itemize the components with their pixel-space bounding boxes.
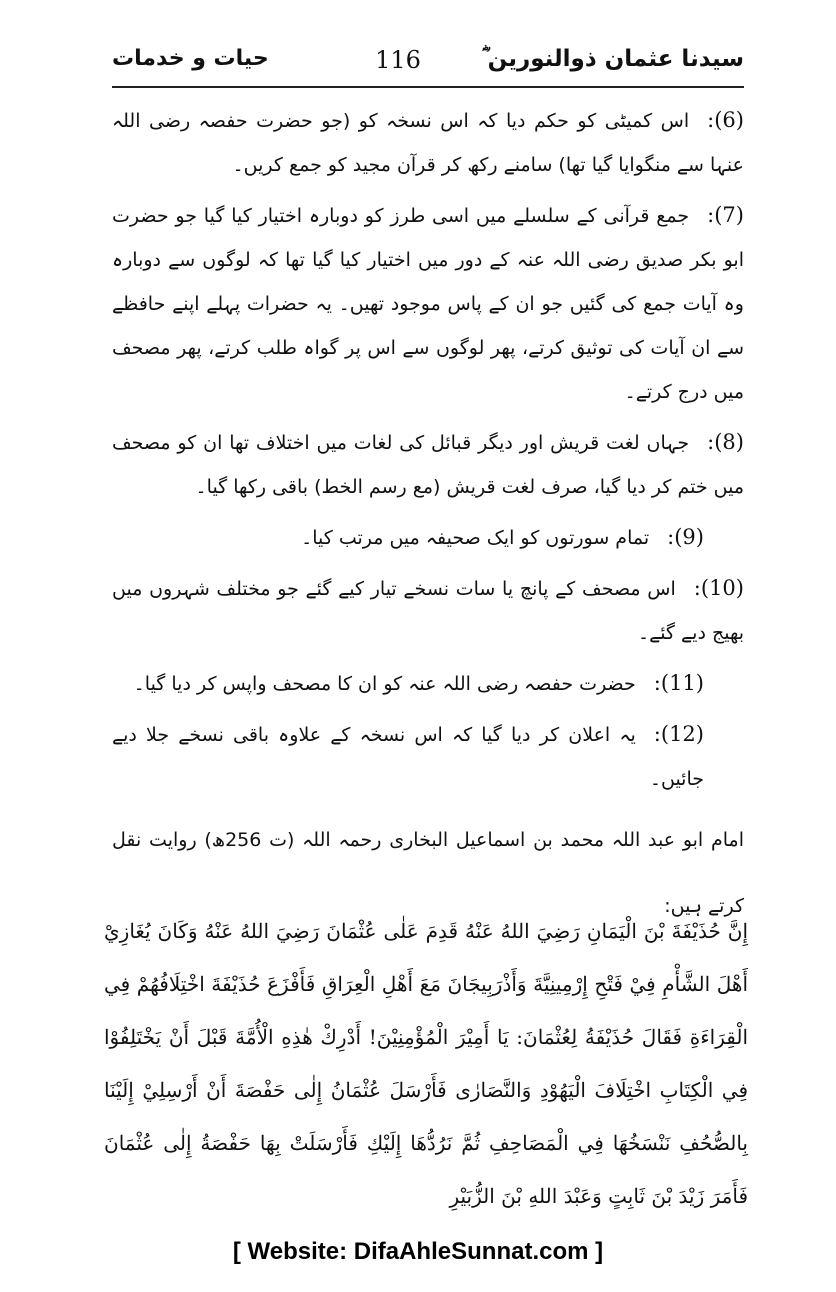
page-header	[112, 40, 744, 84]
item-number: (12):	[653, 722, 704, 746]
website-footer: [ Website: DifaAhleSunnat.com ]	[232, 1238, 604, 1265]
list-item	[112, 661, 744, 706]
item-text: جہاں لغت قریش اور دیگر قبائل کی لغات میں اختلاف تھا ان کو مصحف میں ختم کر دیا گیا، صرف لغت قریش (مع رسم الخط) باقی رکھا گیا۔	[112, 432, 744, 498]
item-number: (9):	[667, 525, 704, 549]
narration-intro: امام ابو عبد اللہ محمد بن اسماعیل البخاری رحمہ اللہ (ت 256ھ) روایت نقل کرتے ہیں:	[112, 829, 744, 917]
hadith-text: إِنَّ حُذَيْفَةَ بْنَ الْيَمَانِ رَضِيَ اللهُ عَنْهُ قَدِمَ عَلٰى عُثْمَانَ رَضِيَ اللهُ عَنْهُ وَكَانَ يُغَازِيْ أَهْلَ الشَّأْمِ فِيْ فَتْحِ إِرْمِينِيَّةَ وَأَذْرَبِيجَانَ مَعَ أَهْلِ الْعِرَاقِ فَأَفْزَعَ حُذَيْفَةَ اخْتِلَافُهُمْ فِي الْقِرَاءَةِ فَقَالَ حُذَيْفَةُ لِعُثْمَانَ: يَا أَمِيْرَ الْمُؤْمِنِيْنَ! أَدْرِكْ هٰذِهِ الْأُمَّةَ قَبْلَ أَنْ يَخْتَلِفُوْا فِي الْكِتَابِ اخْتِلَافَ الْيَهُوْدِ وَالنَّصَارٰى فَأَرْسَلَ عُثْمَانُ إِلٰى حَفْصَةَ أَنْ أَرْسِلِيْ إِلَيْنَا بِالصُّحُفِ نَنْسَخُهَا فِي الْمَصَاحِفِ ثُمَّ نَرُدُّهَا إِلَيْكِ فَأَرْسَلَتْ بِهَا حَفْصَةُ إِلٰى عُثْمَانَ فَأَمَرَ زَيْدَ بْنَ ثَابِتٍ وَعَبْدَ اللهِ بْنَ الزُّبَيْرِ	[104, 919, 748, 1208]
body-text	[112, 98, 744, 945]
item-number: (6):	[707, 108, 744, 132]
list-item	[112, 515, 744, 560]
list-item	[112, 566, 744, 655]
item-text: اس کمیٹی کو حکم دیا کہ اس نسخہ کو (جو حضرت حفصہ رضی اللہ عنہا سے منگوایا گیا تھا) سامنے رکھ کر قرآن مجید کو جمع کریں۔	[112, 110, 744, 176]
item-text: حضرت حفصہ رضی اللہ عنہ کو ان کا مصحف واپس کر دیا گیا۔	[133, 673, 636, 695]
header-divider	[112, 86, 744, 88]
list-item	[112, 193, 744, 414]
item-text: یہ اعلان کر دیا گیا کہ اس نسخہ کے علاوہ باقی نسخے جلا دیے جائیں۔	[112, 724, 704, 790]
list-item	[112, 712, 744, 801]
page-number: 116	[375, 46, 421, 74]
item-text: تمام سورتوں کو ایک صحیفہ میں مرتب کیا۔	[301, 527, 650, 549]
list-item	[112, 98, 744, 187]
book-title: سیدنا عثمان ذوالنورین ؓ	[481, 46, 744, 72]
item-number: (8):	[707, 430, 744, 454]
item-number: (11):	[653, 671, 704, 695]
section-title: حیات و خدمات	[112, 46, 269, 71]
list-item	[112, 420, 744, 509]
item-number: (7):	[707, 203, 744, 227]
item-number: (10):	[693, 576, 744, 600]
item-text: جمع قرآنی کے سلسلے میں اسی طرز کو دوبارہ اختیار کیا گیا جو حضرت ابو بکر صدیق رضی اللہ عنہ کے دور میں اختیار کیا گیا تھا کہ لوگوں سے دوبارہ وہ آیات جمع کی گئیں جو ان کے پاس موجود تھیں۔ یہ حضرات پہلے اپنے حافظے سے ان آیات کی توثیق کرتے، پھر لوگوں سے اس پر گواہ طلب کرتے، پھر مصحف میں درج کرتے۔	[112, 205, 744, 403]
item-text: اس مصحف کے پانچ یا سات نسخے تیار کیے گئے جو مختلف شہروں میں بھیج دیے گئے۔	[112, 578, 744, 644]
